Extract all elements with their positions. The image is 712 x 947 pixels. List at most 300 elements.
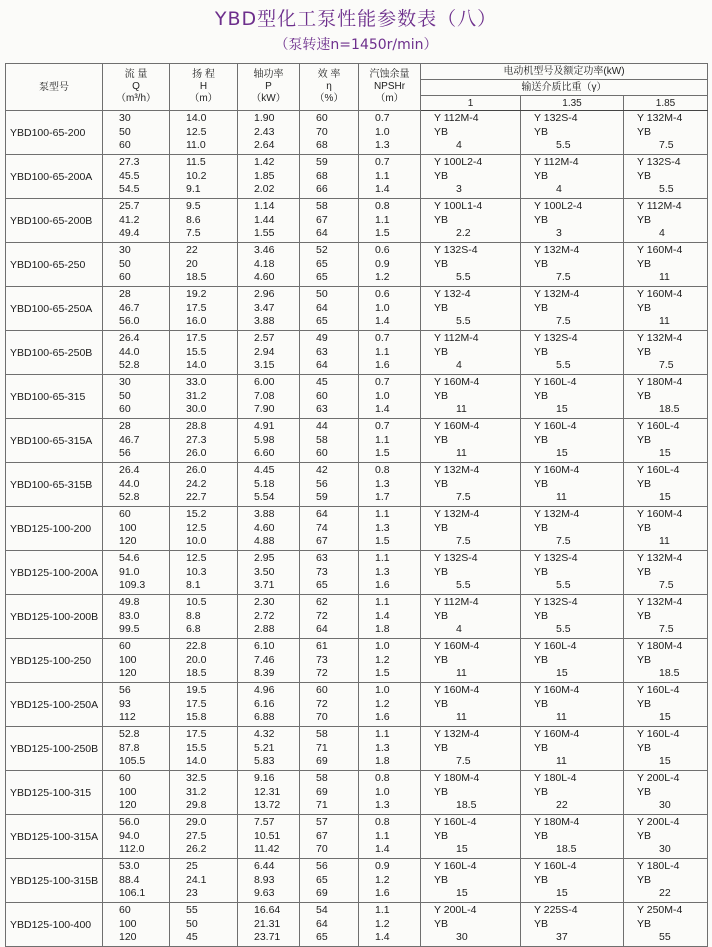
power-value: 6.00 (254, 376, 275, 389)
power-cell (238, 331, 300, 375)
head-cell (170, 111, 238, 155)
motor-cell (624, 727, 708, 771)
flow-value: 44.0 (119, 345, 140, 358)
motor-yb: YB (637, 257, 652, 270)
table-row (6, 727, 708, 771)
npsh-value: 1.0 (375, 684, 390, 697)
npsh-value: 1.5 (375, 535, 390, 548)
npsh-cell (359, 199, 421, 243)
npsh-value: 0.6 (375, 288, 390, 301)
head-value: 26.0 (186, 464, 207, 477)
head-value: 33.0 (186, 376, 207, 389)
motor-rated-power: 11 (659, 535, 670, 548)
motor-model: Y 160M-4 (534, 684, 580, 697)
power-cell (238, 859, 300, 903)
motor-cell (521, 331, 624, 375)
motor-rated-power: 7.5 (556, 535, 571, 548)
motor-yb: YB (434, 169, 449, 182)
pump-model-cell: YBD125-100-315 (6, 771, 103, 815)
npsh-value: 1.3 (375, 565, 390, 578)
power-value: 1.55 (254, 227, 275, 240)
efficiency-value: 67 (316, 829, 328, 842)
power-value: 5.83 (254, 755, 275, 768)
head-value: 28.8 (186, 420, 207, 433)
efficiency-value: 67 (316, 213, 328, 226)
npsh-value: 1.0 (375, 125, 390, 138)
flow-cell (103, 111, 170, 155)
motor-model: Y 132M-4 (637, 552, 683, 565)
head-value: 32.5 (186, 772, 207, 785)
flow-cell (103, 199, 170, 243)
npsh-cell (359, 287, 421, 331)
motor-model: Y 160M-4 (434, 376, 480, 389)
head-value: 8.6 (186, 213, 201, 226)
flow-value: 120 (119, 535, 137, 548)
npsh-value: 0.7 (375, 332, 390, 345)
npsh-value: 1.3 (375, 799, 390, 812)
efficiency-value: 64 (316, 508, 328, 521)
flow-cell (103, 595, 170, 639)
motor-yb: YB (534, 873, 549, 886)
pump-model-cell: YBD125-100-315A (6, 815, 103, 859)
table-row (6, 859, 708, 903)
head-value: 24.2 (186, 477, 207, 490)
motor-rated-power: 11 (456, 403, 467, 416)
motor-yb: YB (434, 917, 449, 930)
pump-model-cell: YBD125-100-250A (6, 683, 103, 727)
motor-yb: YB (534, 653, 549, 666)
power-value: 13.72 (254, 799, 281, 812)
page-subtitle: （泵转速n=1450r/min） (274, 37, 438, 53)
npsh-value: 0.7 (375, 156, 390, 169)
power-cell (238, 243, 300, 287)
motor-rated-power: 15 (659, 711, 671, 724)
motor-model: Y 112M-4 (434, 112, 479, 125)
motor-model: Y 180M-4 (534, 816, 580, 829)
motor-yb: YB (434, 653, 449, 666)
motor-rated-power: 7.5 (556, 315, 571, 328)
motor-yb: YB (434, 565, 449, 578)
pump-model-cell: YBD125-100-250 (6, 639, 103, 683)
motor-cell (521, 683, 624, 727)
npsh-value: 1.6 (375, 887, 390, 900)
table-row (6, 815, 708, 859)
motor-cell (421, 331, 521, 375)
motor-yb: YB (434, 301, 449, 314)
flow-value: 49.8 (119, 596, 140, 609)
motor-rated-power: 11 (556, 711, 567, 724)
power-cell (238, 639, 300, 683)
motor-model: Y 160L-4 (637, 420, 680, 433)
head-value: 29.0 (186, 816, 207, 829)
power-value: 1.42 (254, 156, 275, 169)
motor-cell (521, 155, 624, 199)
motor-model: Y 132S-4 (534, 332, 578, 345)
efficiency-value: 65 (316, 257, 328, 270)
head-value: 17.5 (186, 728, 207, 741)
head-value: 11.0 (186, 139, 206, 152)
motor-model: Y 160L-4 (637, 684, 680, 697)
power-value: 2.88 (254, 623, 275, 636)
table-row (6, 771, 708, 815)
motor-cell (521, 859, 624, 903)
motor-rated-power: 11 (556, 755, 567, 768)
flow-value: 120 (119, 799, 137, 812)
motor-cell (521, 243, 624, 287)
power-cell (238, 903, 300, 947)
efficiency-cell (300, 155, 359, 199)
motor-yb: YB (637, 829, 652, 842)
power-value: 7.46 (254, 653, 275, 666)
motor-rated-power: 7.5 (556, 271, 571, 284)
npsh-value: 1.0 (375, 389, 390, 402)
power-value: 2.64 (254, 139, 275, 152)
efficiency-value: 72 (316, 609, 328, 622)
power-value: 2.95 (254, 552, 275, 565)
motor-yb: YB (434, 389, 449, 402)
efficiency-value: 60 (316, 447, 328, 460)
motor-cell (624, 683, 708, 727)
header-efficiency-symbol: η (326, 81, 332, 92)
flow-value: 54.5 (119, 183, 140, 196)
head-cell (170, 199, 238, 243)
head-value: 15.5 (186, 345, 207, 358)
motor-yb: YB (534, 345, 549, 358)
power-value: 3.50 (254, 565, 275, 578)
npsh-cell (359, 507, 421, 551)
power-value: 2.43 (254, 125, 275, 138)
header-efficiency-label: 效 率 (317, 69, 341, 80)
efficiency-value: 69 (316, 755, 328, 768)
motor-rated-power: 4 (456, 139, 462, 152)
head-value: 15.8 (186, 711, 207, 724)
head-value: 9.1 (186, 183, 201, 196)
power-value: 16.64 (254, 904, 281, 917)
npsh-cell (359, 375, 421, 419)
power-value: 4.18 (254, 257, 275, 270)
motor-model: Y 132M-4 (534, 288, 580, 301)
motor-model: Y 132S-4 (434, 244, 478, 257)
npsh-value: 1.5 (375, 667, 390, 680)
flow-cell (103, 287, 170, 331)
flow-cell (103, 859, 170, 903)
power-value: 4.60 (254, 271, 275, 284)
flow-cell (103, 155, 170, 199)
motor-rated-power: 4 (456, 623, 462, 636)
flow-value: 46.7 (119, 433, 140, 446)
motor-cell (421, 771, 521, 815)
motor-cell (421, 903, 521, 947)
motor-yb: YB (534, 785, 549, 798)
motor-rated-power: 11 (456, 667, 467, 680)
head-value: 17.5 (186, 301, 207, 314)
motor-yb: YB (534, 301, 549, 314)
head-value: 29.8 (186, 799, 207, 812)
head-value: 15.5 (186, 741, 207, 754)
motor-rated-power: 7.5 (456, 491, 471, 504)
motor-model: Y 160M-4 (637, 508, 683, 521)
motor-cell (421, 463, 521, 507)
npsh-value: 1.4 (375, 315, 390, 328)
motor-cell (624, 771, 708, 815)
npsh-cell (359, 639, 421, 683)
motor-rated-power: 30 (659, 843, 671, 856)
npsh-value: 1.1 (375, 829, 390, 842)
motor-cell (421, 639, 521, 683)
npsh-cell (359, 243, 421, 287)
efficiency-value: 74 (316, 521, 328, 534)
motor-cell (624, 463, 708, 507)
power-cell (238, 111, 300, 155)
flow-value: 100 (119, 521, 137, 534)
efficiency-cell (300, 419, 359, 463)
npsh-value: 1.4 (375, 931, 390, 944)
flow-cell (103, 419, 170, 463)
motor-yb: YB (434, 741, 449, 754)
motor-yb: YB (637, 213, 652, 226)
pump-model-cell: YBD125-100-200B (6, 595, 103, 639)
motor-rated-power: 15 (659, 491, 671, 504)
npsh-value: 1.8 (375, 755, 390, 768)
power-value: 5.54 (254, 491, 275, 504)
head-value: 27.3 (186, 433, 207, 446)
head-cell (170, 859, 238, 903)
motor-rated-power: 55 (659, 931, 671, 944)
head-cell (170, 639, 238, 683)
efficiency-value: 64 (316, 301, 328, 314)
pump-model-cell: YBD100-65-200A (6, 155, 103, 199)
motor-cell (421, 727, 521, 771)
pump-model-cell: YBD100-65-250A (6, 287, 103, 331)
motor-model: Y 132M-4 (534, 244, 580, 257)
pump-performance-table (5, 63, 708, 947)
motor-model: Y 160M-4 (434, 640, 480, 653)
power-value: 11.42 (254, 843, 280, 856)
motor-model: Y 112M-4 (534, 156, 579, 169)
header-sg-1-85: 1.85 (624, 96, 708, 111)
flow-value: 109.3 (119, 579, 146, 592)
header-head-symbol: H (199, 81, 208, 92)
npsh-cell (359, 419, 421, 463)
motor-cell (624, 287, 708, 331)
motor-model: Y 225S-4 (534, 904, 578, 917)
motor-cell (624, 859, 708, 903)
power-value: 6.16 (254, 697, 275, 710)
flow-value: 45.5 (119, 169, 140, 182)
head-value: 18.5 (186, 271, 207, 284)
motor-model: Y 160M-4 (637, 244, 683, 257)
motor-cell (521, 287, 624, 331)
motor-cell (521, 111, 624, 155)
power-value: 6.10 (254, 640, 275, 653)
motor-cell (624, 551, 708, 595)
flow-cell (103, 639, 170, 683)
head-value: 31.2 (186, 785, 207, 798)
power-value: 10.51 (254, 829, 281, 842)
npsh-cell (359, 859, 421, 903)
motor-yb: YB (434, 125, 449, 138)
flow-cell (103, 551, 170, 595)
table-row (6, 199, 708, 243)
head-value: 24.1 (186, 873, 207, 886)
motor-rated-power: 15 (556, 403, 568, 416)
power-value: 4.91 (254, 420, 275, 433)
flow-value: 50 (119, 125, 131, 138)
efficiency-value: 56 (316, 477, 328, 490)
motor-model: Y 132M-4 (434, 464, 480, 477)
npsh-value: 1.2 (375, 917, 390, 930)
motor-rated-power: 22 (659, 887, 671, 900)
pump-model-cell: YBD100-65-315A (6, 419, 103, 463)
head-value: 12.5 (186, 521, 207, 534)
pump-model-cell: YBD100-65-250B (6, 331, 103, 375)
efficiency-cell (300, 463, 359, 507)
head-value: 25 (186, 860, 198, 873)
header-head-unit: （m） (189, 93, 218, 104)
head-value: 55 (186, 904, 198, 917)
flow-value: 41.2 (119, 213, 140, 226)
header-npsh-symbol: NPSHr (373, 81, 406, 92)
motor-rated-power: 7.5 (659, 579, 674, 592)
npsh-cell (359, 551, 421, 595)
flow-value: 100 (119, 653, 137, 666)
motor-rated-power: 15 (556, 667, 568, 680)
header-power-label: 轴功率 (253, 69, 284, 80)
npsh-value: 1.1 (375, 169, 390, 182)
motor-cell (421, 243, 521, 287)
flow-value: 44.0 (119, 477, 140, 490)
efficiency-value: 70 (316, 125, 328, 138)
power-cell (238, 595, 300, 639)
flow-value: 46.7 (119, 301, 140, 314)
head-cell (170, 727, 238, 771)
motor-model: Y 160L-4 (534, 376, 577, 389)
motor-yb: YB (637, 521, 652, 534)
motor-rated-power: 5.5 (456, 579, 471, 592)
efficiency-value: 73 (316, 653, 328, 666)
head-value: 27.5 (186, 829, 207, 842)
motor-model: Y 132M-4 (637, 332, 683, 345)
flow-cell (103, 903, 170, 947)
npsh-value: 1.0 (375, 785, 390, 798)
npsh-value: 1.3 (375, 477, 390, 490)
motor-model: Y 160M-4 (534, 728, 580, 741)
flow-value: 28 (119, 420, 131, 433)
head-cell (170, 331, 238, 375)
power-value: 7.08 (254, 389, 275, 402)
motor-model: Y 112M-4 (434, 332, 479, 345)
head-value: 22 (186, 244, 198, 257)
efficiency-value: 60 (316, 389, 328, 402)
motor-rated-power: 22 (556, 799, 568, 812)
head-value: 14.0 (186, 755, 207, 768)
power-value: 21.31 (254, 917, 281, 930)
table-row (6, 243, 708, 287)
motor-yb: YB (637, 389, 652, 402)
header-sg-1-35: 1.35 (521, 96, 624, 111)
head-value: 10.0 (186, 535, 207, 548)
npsh-value: 0.8 (375, 200, 390, 213)
head-value: 6.8 (186, 623, 201, 636)
motor-model: Y 160M-4 (637, 288, 683, 301)
efficiency-value: 72 (316, 667, 328, 680)
efficiency-cell (300, 331, 359, 375)
npsh-value: 1.1 (375, 213, 390, 226)
header-npsh (359, 64, 421, 111)
motor-rated-power: 18.5 (659, 667, 680, 680)
efficiency-value: 68 (316, 139, 328, 152)
motor-cell (421, 815, 521, 859)
motor-cell (421, 683, 521, 727)
efficiency-value: 54 (316, 904, 328, 917)
motor-yb: YB (637, 917, 652, 930)
motor-cell (421, 287, 521, 331)
pump-model-cell: YBD100-65-315 (6, 375, 103, 419)
head-value: 12.5 (186, 125, 207, 138)
motor-yb: YB (637, 169, 652, 182)
motor-yb: YB (434, 257, 449, 270)
head-value: 8.8 (186, 609, 201, 622)
motor-model: Y 100L2-4 (434, 156, 483, 169)
efficiency-value: 71 (316, 741, 328, 754)
motor-rated-power: 15 (659, 755, 671, 768)
head-cell (170, 243, 238, 287)
efficiency-cell (300, 287, 359, 331)
motor-rated-power: 3 (556, 227, 562, 240)
motor-rated-power: 11 (556, 491, 567, 504)
pump-model-cell: YBD125-100-250B (6, 727, 103, 771)
power-value: 3.88 (254, 315, 275, 328)
head-value: 14.0 (186, 359, 207, 372)
table-row (6, 595, 708, 639)
flow-value: 120 (119, 931, 137, 944)
motor-cell (624, 111, 708, 155)
pump-model-cell: YBD100-65-200B (6, 199, 103, 243)
power-cell (238, 287, 300, 331)
motor-model: Y 200L-4 (637, 772, 680, 785)
efficiency-cell (300, 595, 359, 639)
head-value: 17.5 (186, 332, 207, 345)
motor-cell (624, 903, 708, 947)
header-efficiency-unit: （%） (314, 93, 344, 104)
head-value: 14.0 (186, 112, 207, 125)
motor-yb: YB (534, 169, 549, 182)
head-value: 19.2 (186, 288, 207, 301)
motor-cell (421, 551, 521, 595)
motor-cell (624, 199, 708, 243)
motor-cell (421, 595, 521, 639)
efficiency-value: 68 (316, 169, 328, 182)
efficiency-cell (300, 243, 359, 287)
flow-value: 30 (119, 244, 131, 257)
head-value: 50 (186, 917, 198, 930)
motor-yb: YB (534, 917, 549, 930)
header-head (170, 64, 238, 111)
motor-cell (521, 595, 624, 639)
npsh-value: 1.6 (375, 579, 390, 592)
flow-value: 56.0 (119, 315, 140, 328)
head-cell (170, 815, 238, 859)
motor-rated-power: 18.5 (456, 799, 477, 812)
power-value: 4.60 (254, 521, 275, 534)
npsh-value: 1.3 (375, 139, 390, 152)
motor-cell (624, 243, 708, 287)
power-value: 3.71 (254, 579, 275, 592)
header-flow-symbol: Q (132, 81, 140, 92)
header-sg-1: 1 (421, 96, 521, 111)
motor-cell (521, 419, 624, 463)
motor-rated-power: 15 (456, 843, 468, 856)
